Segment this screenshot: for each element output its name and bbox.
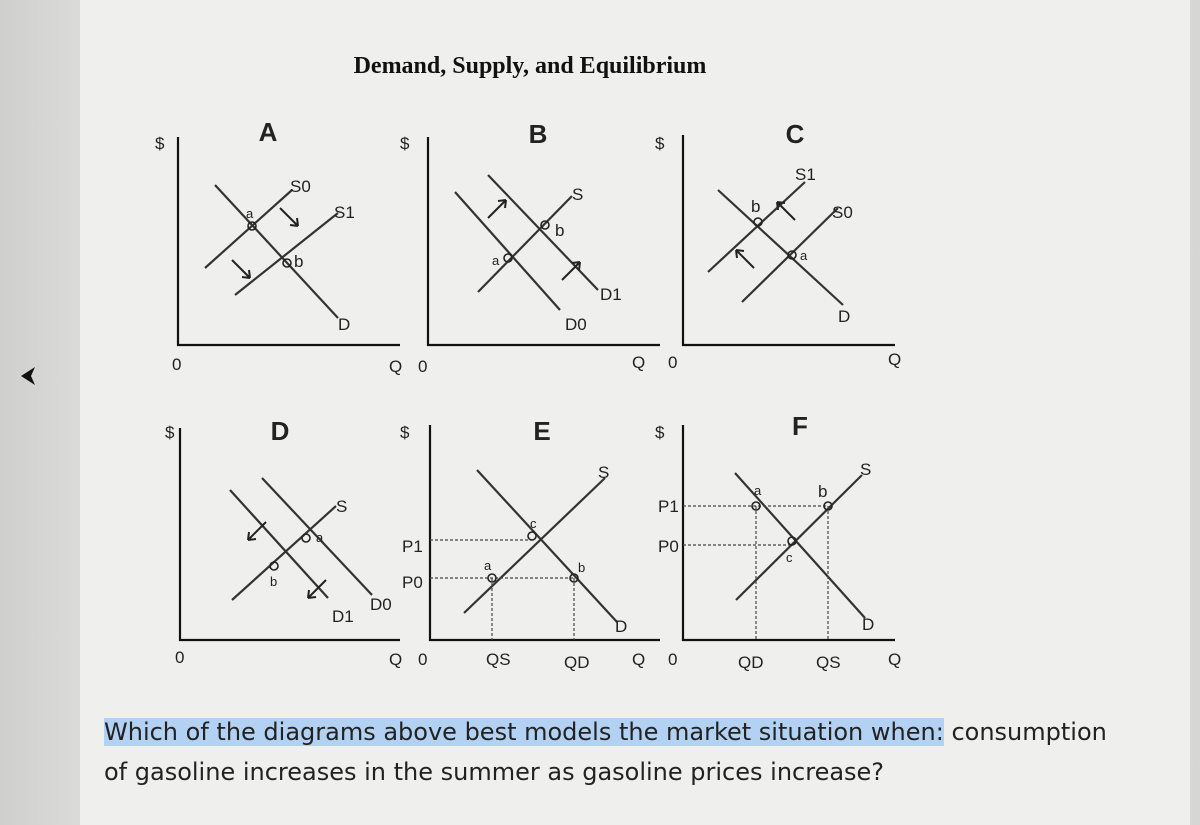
diagram-title: Demand, Supply, and Equilibrium (353, 53, 707, 79)
panel-b-letter: B (528, 119, 548, 149)
panel-f-p0-label: P0 (658, 537, 679, 556)
panel-f (655, 411, 901, 672)
panel-e-origin: 0 (418, 650, 428, 669)
panel-e-a-label: a (484, 558, 492, 573)
panel-f-p1-label: P1 (658, 497, 679, 516)
panel-e-s-label: S (598, 463, 610, 482)
panel-f-letter: F (792, 411, 808, 441)
panel-e-axes (430, 425, 660, 640)
panel-b-shift-arrow-upper (488, 200, 506, 218)
panel-a-s1-label: S1 (334, 203, 355, 222)
panel-f-dollar-label: $ (655, 423, 665, 442)
panel-b-s-label: S (572, 185, 584, 204)
panel-c-d-label: D (838, 307, 851, 326)
panel-d-axes (180, 428, 400, 640)
panel-c (655, 119, 901, 372)
panel-b (400, 119, 660, 376)
panel-d-letter: D (270, 416, 290, 446)
panel-a-s0-label: S0 (290, 177, 311, 196)
panel-e-demand-curve (477, 470, 617, 622)
panel-b-origin: 0 (418, 357, 428, 376)
panel-b-dollar-label: $ (400, 134, 410, 153)
panel-c-dollar-label: $ (655, 134, 665, 153)
panel-e-dollar-label: $ (400, 423, 410, 442)
panel-e-p1-label: P1 (402, 537, 423, 556)
panel-a-supply-s1 (235, 213, 338, 295)
panel-f-a-label: a (754, 483, 762, 498)
panel-a (155, 117, 402, 376)
question-rest: consumption of gasoline increases in the summer as gasoline prices increase? (104, 718, 1107, 786)
panel-a-letter: A (258, 117, 278, 147)
panel-e-q-label: Q (632, 650, 646, 669)
panel-a-shift-arrow-lower (232, 260, 250, 278)
panel-d-shift-arrow-lower (308, 580, 326, 598)
panel-a-d-label: D (338, 315, 351, 334)
panel-b-supply-s (478, 196, 572, 292)
panel-f-q-label: Q (888, 650, 902, 669)
panel-a-q-label: Q (389, 357, 403, 376)
panel-a-axes (178, 137, 400, 345)
panel-a-shift-arrow-upper (280, 208, 298, 226)
panel-c-s1-label: S1 (795, 165, 816, 184)
panel-d-d1-label: D1 (332, 607, 354, 626)
question-highlight: Which of the diagrams above best models the market situation when: (104, 718, 944, 746)
panel-e-qd-label: QD (564, 653, 590, 672)
panel-d (165, 416, 402, 669)
panel-b-q-label: Q (632, 353, 646, 372)
panel-f-s-label: S (860, 460, 872, 479)
panel-c-shift-arrow-lower (736, 250, 754, 268)
panel-f-c-label: c (786, 550, 793, 565)
panel-c-q-label: Q (888, 350, 902, 369)
panel-b-shift-arrow-lower (562, 262, 580, 280)
panel-b-demand-d0 (455, 192, 560, 310)
panel-e-c-label: c (530, 516, 537, 531)
panel-b-d1-label: D1 (600, 285, 622, 304)
panel-d-dollar-label: $ (165, 423, 175, 442)
panel-b-d0-label: D0 (565, 315, 587, 334)
panel-f-origin: 0 (668, 650, 678, 669)
panel-a-origin: 0 (172, 355, 182, 374)
panel-c-s0-label: S0 (832, 203, 853, 222)
panel-d-q-label: Q (389, 650, 403, 669)
panel-f-b-label: b (818, 482, 828, 501)
panel-e-point-c (528, 532, 536, 540)
panel-d-b-label: b (270, 574, 278, 589)
panel-d-point-a (302, 534, 310, 542)
panel-c-demand-curve (718, 190, 843, 305)
panel-e-d-label: D (615, 617, 628, 636)
panel-e-supply-curve (464, 478, 605, 613)
panel-e-b-label: b (578, 560, 586, 575)
panel-b-b-label: b (555, 221, 565, 240)
panel-d-d0-label: D0 (370, 595, 392, 614)
panel-b-a-label: a (492, 253, 500, 268)
panel-c-a-label: a (800, 248, 808, 263)
panel-f-qs-label: QS (816, 653, 841, 672)
panel-c-b-label: b (751, 197, 761, 216)
panel-e-p0-label: P0 (402, 573, 423, 592)
panel-b-axes (428, 137, 660, 345)
panel-c-origin: 0 (668, 353, 678, 372)
panel-d-demand-d1 (230, 490, 328, 598)
panel-f-qd-label: QD (738, 653, 764, 672)
panel-c-shift-arrow-upper (777, 202, 795, 220)
panel-e (400, 416, 660, 672)
panel-a-dollar-label: $ (155, 134, 165, 153)
panel-c-axes (683, 135, 895, 345)
panel-e-letter: E (533, 416, 551, 446)
panel-d-a-label: a (316, 530, 324, 545)
panel-a-b-label: b (294, 252, 304, 271)
panel-d-s-label: S (336, 497, 348, 516)
panel-d-shift-arrow-upper (248, 522, 266, 540)
panel-f-d-label: D (862, 615, 875, 634)
panel-e-qs-label: QS (486, 650, 511, 669)
question-text (104, 712, 1114, 792)
panel-d-origin: 0 (175, 648, 185, 667)
panel-c-letter: C (785, 119, 805, 149)
panel-a-a-label: a (246, 206, 254, 221)
